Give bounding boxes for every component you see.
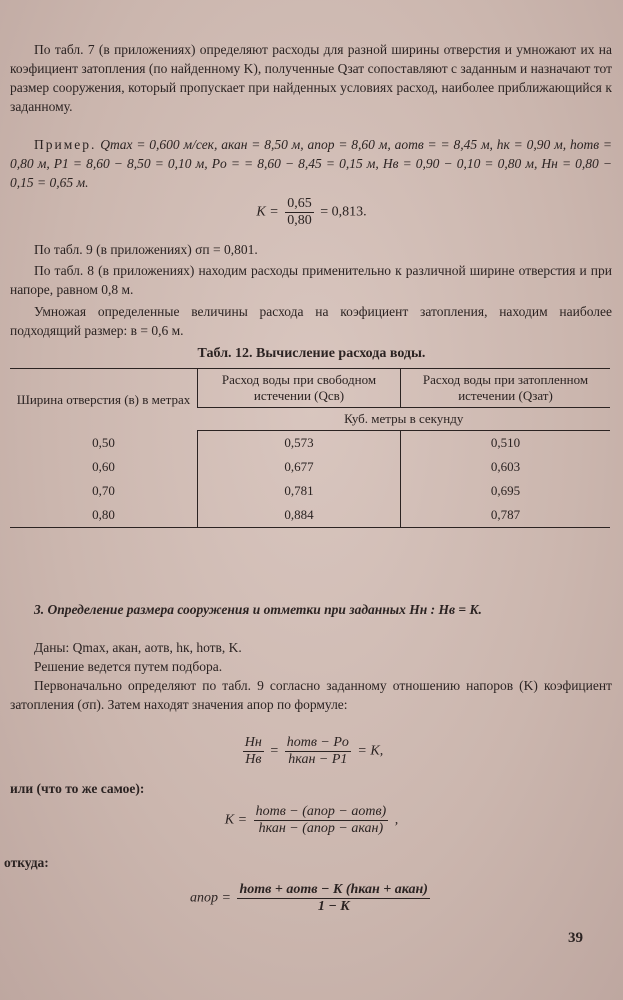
formula-k-value: [0, 196, 623, 229]
fraction-k2-denominator: hкан − (aпор − aкан): [258, 821, 384, 836]
section3-given: Даны: Qmax, aкан, aотв, hк, hотв, K.: [34, 640, 242, 655]
fraction-k2-numerator: hотв − (aпор − aотв): [255, 804, 387, 819]
paragraph-example: [10, 135, 612, 192]
example-values: Qmax = 0,600 м/сек, aкан = 8,50 м, aпор = 8,60 м, aотв = = 8,45 м, hк = 0,90 м, hотв = 0,80 м, P1 = 8,60 − 8,50 = 0,10 м, Po = = 8,60 − 8,45 = 0,15 м, Hв = 0,90 − 0,10 = 0,80 м, Hн = 0,80 − 0,15 = 0,65 м.: [10, 137, 613, 190]
cell-width: 0,70: [92, 483, 115, 498]
fraction-h-p-numerator: hотв − Po: [286, 735, 349, 750]
cell-free: 0,884: [198, 503, 401, 528]
units-row: Куб. метры в секунду: [198, 408, 611, 431]
table-row: [10, 479, 610, 503]
cell-free: 0,677: [198, 455, 401, 479]
cell-free: 0,573: [198, 431, 401, 456]
fraction-k-denominator: 0,80: [287, 213, 312, 228]
formula-k2: [0, 804, 623, 837]
section3-heading: 3. Определение размера сооружения и отметки при заданных Hн : Hв = K.: [34, 602, 482, 617]
formula-hn-hv: [0, 735, 623, 768]
col-width-header: Ширина отверстия (в) в метрах: [10, 369, 198, 431]
fraction-hv: Hв: [245, 752, 262, 767]
fraction-apor-numerator: hотв + aотв − K (hкан + aкан): [239, 882, 428, 897]
col-free-header: Расход воды при свободном истечении (Qсв): [198, 369, 401, 408]
fraction-h-p: [285, 735, 351, 768]
cell-width: 0,50: [92, 434, 115, 450]
or-label: или (что то же самое):: [10, 781, 145, 796]
formula-hn-eq: =: [270, 743, 279, 759]
page-number: 39: [568, 930, 583, 946]
cell-sub: 0,510: [401, 431, 611, 456]
table-caption: Табл. 12. Вычисление расхода воды.: [197, 346, 426, 361]
fraction-k-numerator: 0,65: [287, 196, 312, 211]
col-sub-header: Расход воды при затопленном истечении (Qзат): [401, 369, 611, 408]
formula-apor-lhs: aпор =: [190, 890, 231, 906]
whence-label: откуда:: [4, 855, 49, 870]
paragraph-multiply: Умножая определенные величины расхода на коэфициент затопления, находим наиболее подходящий размер: в = 0,6 м.: [10, 304, 612, 338]
fraction-h-p-denominator: hкан − P1: [288, 752, 348, 767]
table-row: [10, 431, 610, 456]
example-label: Пример.: [34, 137, 97, 152]
fraction-hn: Hн: [244, 735, 262, 750]
formula-k-rhs: = 0,813.: [320, 204, 367, 220]
cell-sub: 0,603: [401, 455, 611, 479]
section3-solution: Решение ведется путем подбора.: [34, 659, 223, 674]
formula-k2-lhs: K =: [224, 812, 248, 828]
cell-sub: 0,695: [401, 479, 611, 503]
cell-free: 0,781: [198, 479, 401, 503]
fraction-hn-hv: [243, 735, 264, 768]
cell-width: 0,80: [10, 503, 198, 528]
cell-sub: 0,787: [401, 503, 611, 528]
formula-apor: [0, 882, 623, 915]
cell-width: 0,60: [92, 459, 115, 474]
table-row: [10, 503, 610, 528]
paragraph-table8: По табл. 8 (в приложениях) находим расходы применительно к различной ширине отверстия и при напоре, равном 0,8 м.: [10, 263, 612, 297]
fraction-apor: [237, 882, 430, 915]
formula-k2-rhs: ,: [394, 812, 399, 828]
paragraph-table7: По табл. 7 (в приложениях) определяют расходы для разной ширины отверстия и умножают их на коэфициент затопления (по найденному K), полученные Qзат сопоставляют с заданным и назначают тот размер сооружения, который пропускает при найденных условиях расход, наиболее приближающийся к заданному.: [10, 42, 612, 114]
fraction-apor-denominator: 1 − K: [317, 899, 350, 914]
flow-table: [10, 368, 610, 528]
paragraph-table9: По табл. 9 (в приложениях) σп = 0,801.: [34, 242, 258, 257]
formula-hn-rhs: = K,: [357, 743, 384, 759]
table-row: [10, 455, 610, 479]
formula-k-lhs: K =: [256, 204, 279, 220]
fraction-k: [285, 196, 314, 229]
fraction-k2: [254, 804, 389, 837]
section3-initial: Первоначально определяют по табл. 9 согласно заданному отношению напоров (K) коэфициент затопления (σп). Затем находят значения aпор по формуле:: [10, 678, 612, 712]
